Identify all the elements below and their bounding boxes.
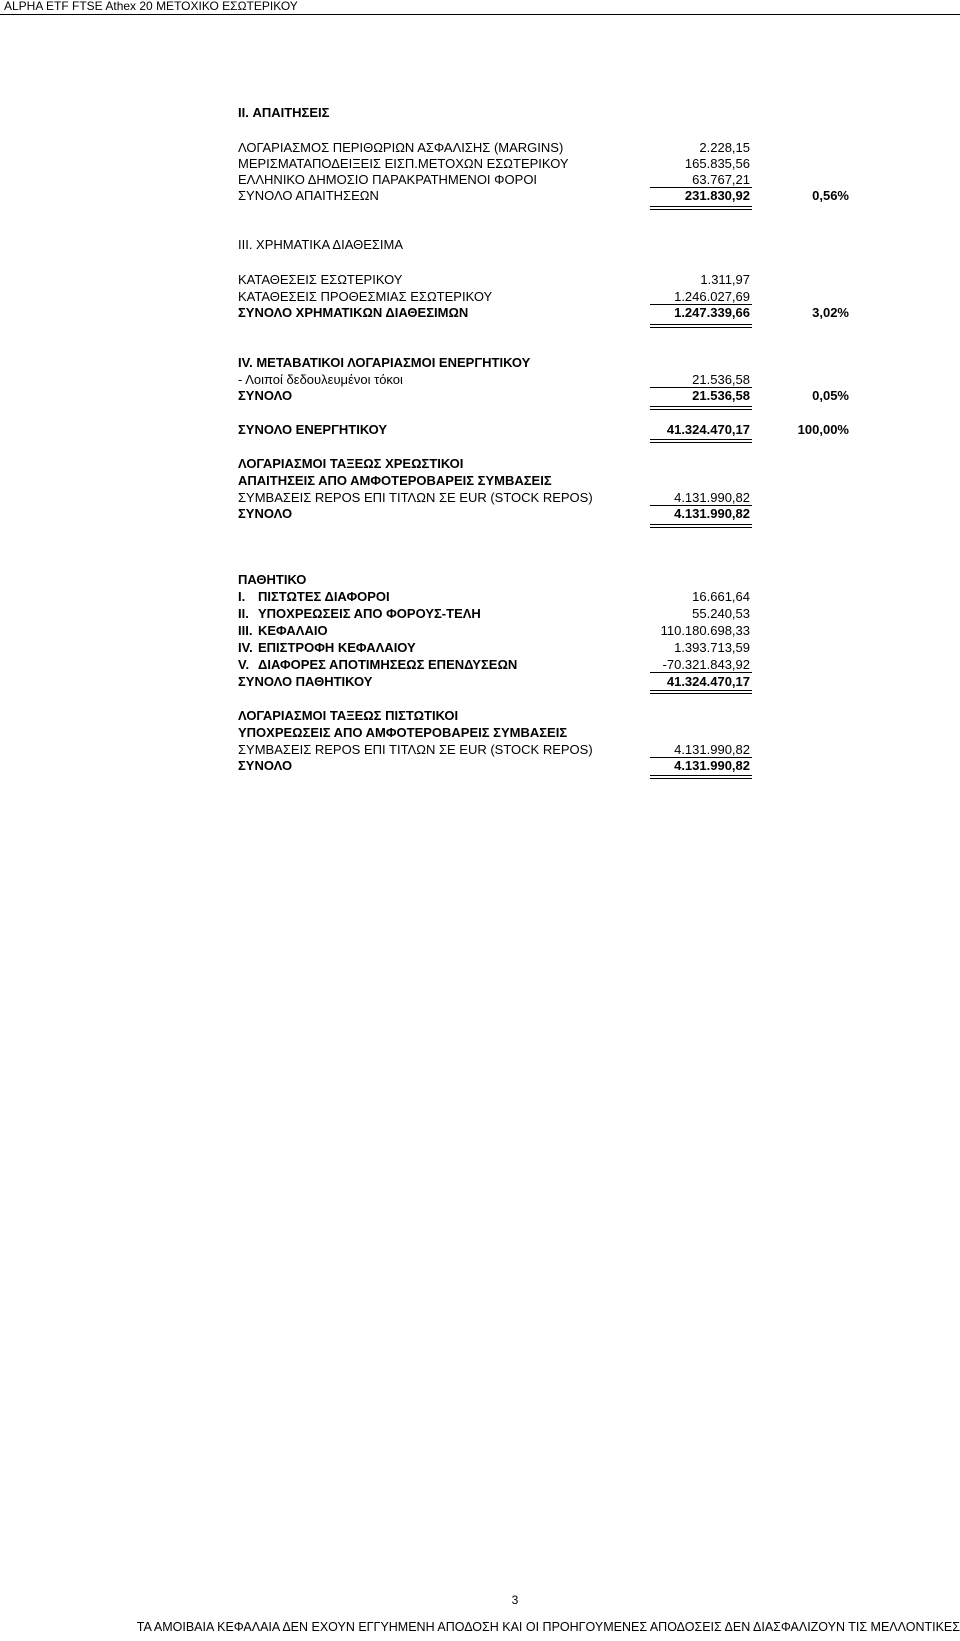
liabilities-row-value: 55.240,53 [692, 606, 750, 621]
liabilities-row-value: 110.180.698,33 [660, 623, 750, 638]
liabilities-row-number: III. [238, 623, 253, 638]
receivables-row-value: 2.228,15 [699, 140, 750, 155]
footer-disclaimer: ΤΑ ΑΜΟΙΒΑΙΑ ΚΕΦΑΛΑΙΑ ΔΕΝ ΕΧΟΥΝ ΕΓΓΥΗΜΕΝΗ ΑΠΟΔΟΣΗ ΚΑΙ ΟΙ ΠΡΟΗΓΟΥΜΕΝΕΣ ΑΠΟΔΟΣΕΙΣ ΔΕΝ ΔΙΑΣΦΑΛΙΖΟΥΝ ΤΙΣ ΜΕΛΛΟΝΤΙΚΕΣ [136, 1620, 960, 1634]
liabilities-row-value: 16.661,64 [692, 589, 750, 604]
receivables-row-value: 165.835,56 [684, 156, 750, 171]
credit-memo-total-value: 4.131.990,82 [674, 758, 750, 773]
liabilities-row-number: II. [238, 606, 249, 621]
liabilities-row-label: ΚΕΦΑΛΑΙΟ [258, 623, 328, 638]
total-double-rule [650, 406, 752, 410]
assets-total-value: 41.324.470,17 [666, 422, 750, 437]
credit-memo-row-value: 4.131.990,82 [674, 742, 750, 757]
total-double-rule [650, 324, 752, 328]
cash-total-label: ΣΥΝΟΛΟ ΧΡΗΜΑΤΙΚΩΝ ΔΙΑΘΕΣΙΜΩΝ [238, 305, 469, 320]
liabilities-total-label: ΣΥΝΟΛΟ ΠΑΘΗΤΙΚΟΥ [238, 674, 373, 689]
header-rule [0, 14, 960, 15]
section-title-receivables: II. ΑΠΑΙΤΗΣΕΙΣ [238, 105, 330, 120]
subtotal-rule [650, 672, 752, 673]
cash-total-percent: 3,02% [812, 305, 849, 320]
liabilities-title: ΠΑΘΗΤΙΚΟ [238, 572, 307, 587]
liabilities-row-value: -70.321.843,92 [662, 657, 750, 672]
page-number: 3 [511, 1593, 519, 1607]
transitory-total-percent: 0,05% [812, 388, 849, 403]
cash-row-label: ΚΑΤΑΘΕΣΕΙΣ ΕΣΩΤΕΡΙΚΟΥ [238, 272, 403, 287]
document-header-title: ALPHA ETF FTSE Athex 20 ΜΕΤΟΧΙΚΟ ΕΣΩΤΕΡΙΚΟΥ [4, 0, 298, 13]
liabilities-row-number: I. [238, 589, 246, 604]
debit-memo-subtitle: ΑΠΑΙΤΗΣΕΙΣ ΑΠΟ ΑΜΦΟΤΕΡΟΒΑΡΕΙΣ ΣΥΜΒΑΣΕΙΣ [238, 473, 552, 488]
assets-total-label: ΣΥΝΟΛΟ ΕΝΕΡΓΗΤΙΚΟΥ [238, 422, 388, 437]
credit-memo-row-label: ΣΥΜΒΑΣΕΙΣ REPOS ΕΠΙ ΤΙΤΛΩΝ ΣΕ EUR (STOCK REPOS) [238, 742, 593, 757]
receivables-row-label: ΜΕΡΙΣΜΑΤΑΠΟΔΕΙΞΕΙΣ ΕΙΣΠ.ΜΕΤΟΧΩΝ ΕΣΩΤΕΡΙΚΟΥ [238, 156, 569, 171]
receivables-row-value: 63.767,21 [692, 172, 750, 187]
receivables-row-label: ΕΛΛΗΝΙΚΟ ΔΗΜΟΣΙΟ ΠΑΡΑΚΡΑΤΗΜΕΝΟΙ ΦΟΡΟΙ [238, 172, 538, 187]
cash-row-value: 1.311,97 [700, 272, 750, 287]
section-title-cash: III. ΧΡΗΜΑΤΙΚΑ ΔΙΑΘΕΣΙΜΑ [238, 237, 404, 252]
receivables-total-percent: 0,56% [812, 188, 849, 203]
cash-row-label: ΚΑΤΑΘΕΣΕΙΣ ΠΡΟΘΕΣΜΙΑΣ ΕΣΩΤΕΡΙΚΟΥ [238, 289, 493, 304]
credit-memo-total-label: ΣΥΝΟΛΟ [238, 758, 293, 773]
transitory-row-value: 21.536,58 [692, 372, 750, 387]
total-double-rule [650, 775, 752, 779]
liabilities-total-value: 41.324.470,17 [666, 674, 750, 689]
debit-memo-row-label: ΣΥΜΒΑΣΕΙΣ REPOS ΕΠΙ ΤΙΤΛΩΝ ΣΕ EUR (STOCK REPOS) [238, 490, 593, 505]
section-title-transitory: IV. ΜΕΤΑΒΑΤΙΚΟΙ ΛΟΓΑΡΙΑΣΜΟΙ ΕΝΕΡΓΗΤΙΚΟΥ [238, 355, 531, 370]
receivables-total-value: 231.830,92 [684, 188, 750, 203]
liabilities-row-label: ΕΠΙΣΤΡΟΦΗ ΚΕΦΑΛΑΙΟΥ [258, 640, 416, 655]
debit-memo-title: ΛΟΓΑΡΙΑΣΜΟΙ ΤΑΞΕΩΣ ΧΡΕΩΣΤΙΚΟΙ [238, 456, 464, 471]
cash-row-value: 1.246.027,69 [674, 289, 750, 304]
liabilities-row-number: V. [238, 657, 250, 672]
credit-memo-subtitle: ΥΠΟΧΡΕΩΣΕΙΣ ΑΠΟ ΑΜΦΟΤΕΡΟΒΑΡΕΙΣ ΣΥΜΒΑΣΕΙΣ [238, 725, 568, 740]
liabilities-row-label: ΥΠΟΧΡΕΩΣΕΙΣ ΑΠΟ ΦΟΡΟΥΣ-ΤΕΛΗ [258, 606, 481, 621]
transitory-total-label: ΣΥΝΟΛΟ [238, 388, 293, 403]
liabilities-row-label: ΔΙΑΦΟΡΕΣ ΑΠΟΤΙΜΗΣΕΩΣ ΕΠΕΝΔΥΣΕΩΝ [258, 657, 518, 672]
liabilities-row-value: 1.393.713,59 [674, 640, 750, 655]
total-double-rule [650, 690, 752, 694]
liabilities-row-number: IV. [238, 640, 253, 655]
transitory-total-value: 21.536,58 [692, 388, 750, 403]
credit-memo-title: ΛΟΓΑΡΙΑΣΜΟΙ ΤΑΞΕΩΣ ΠΙΣΤΩΤΙΚΟΙ [238, 708, 459, 723]
receivables-row-label: ΛΟΓΑΡΙΑΣΜΟΣ ΠΕΡΙΘΩΡΙΩΝ ΑΣΦΑΛΙΣΗΣ (MARGINS) [238, 140, 564, 155]
debit-memo-total-value: 4.131.990,82 [674, 506, 750, 521]
total-double-rule [650, 524, 752, 528]
total-double-rule [650, 439, 752, 443]
assets-total-percent: 100,00% [797, 422, 849, 437]
debit-memo-row-value: 4.131.990,82 [674, 490, 750, 505]
cash-total-value: 1.247.339,66 [674, 305, 750, 320]
receivables-total-label: ΣΥΝΟΛΟ ΑΠΑΙΤΗΣΕΩΝ [238, 188, 379, 203]
debit-memo-total-label: ΣΥΝΟΛΟ [238, 506, 293, 521]
liabilities-row-label: ΠΙΣΤΩΤΕΣ ΔΙΑΦΟΡΟΙ [258, 589, 390, 604]
transitory-row-label: - Λοιποί δεδουλευμένοι τόκοι [238, 372, 403, 387]
total-double-rule [650, 206, 752, 210]
